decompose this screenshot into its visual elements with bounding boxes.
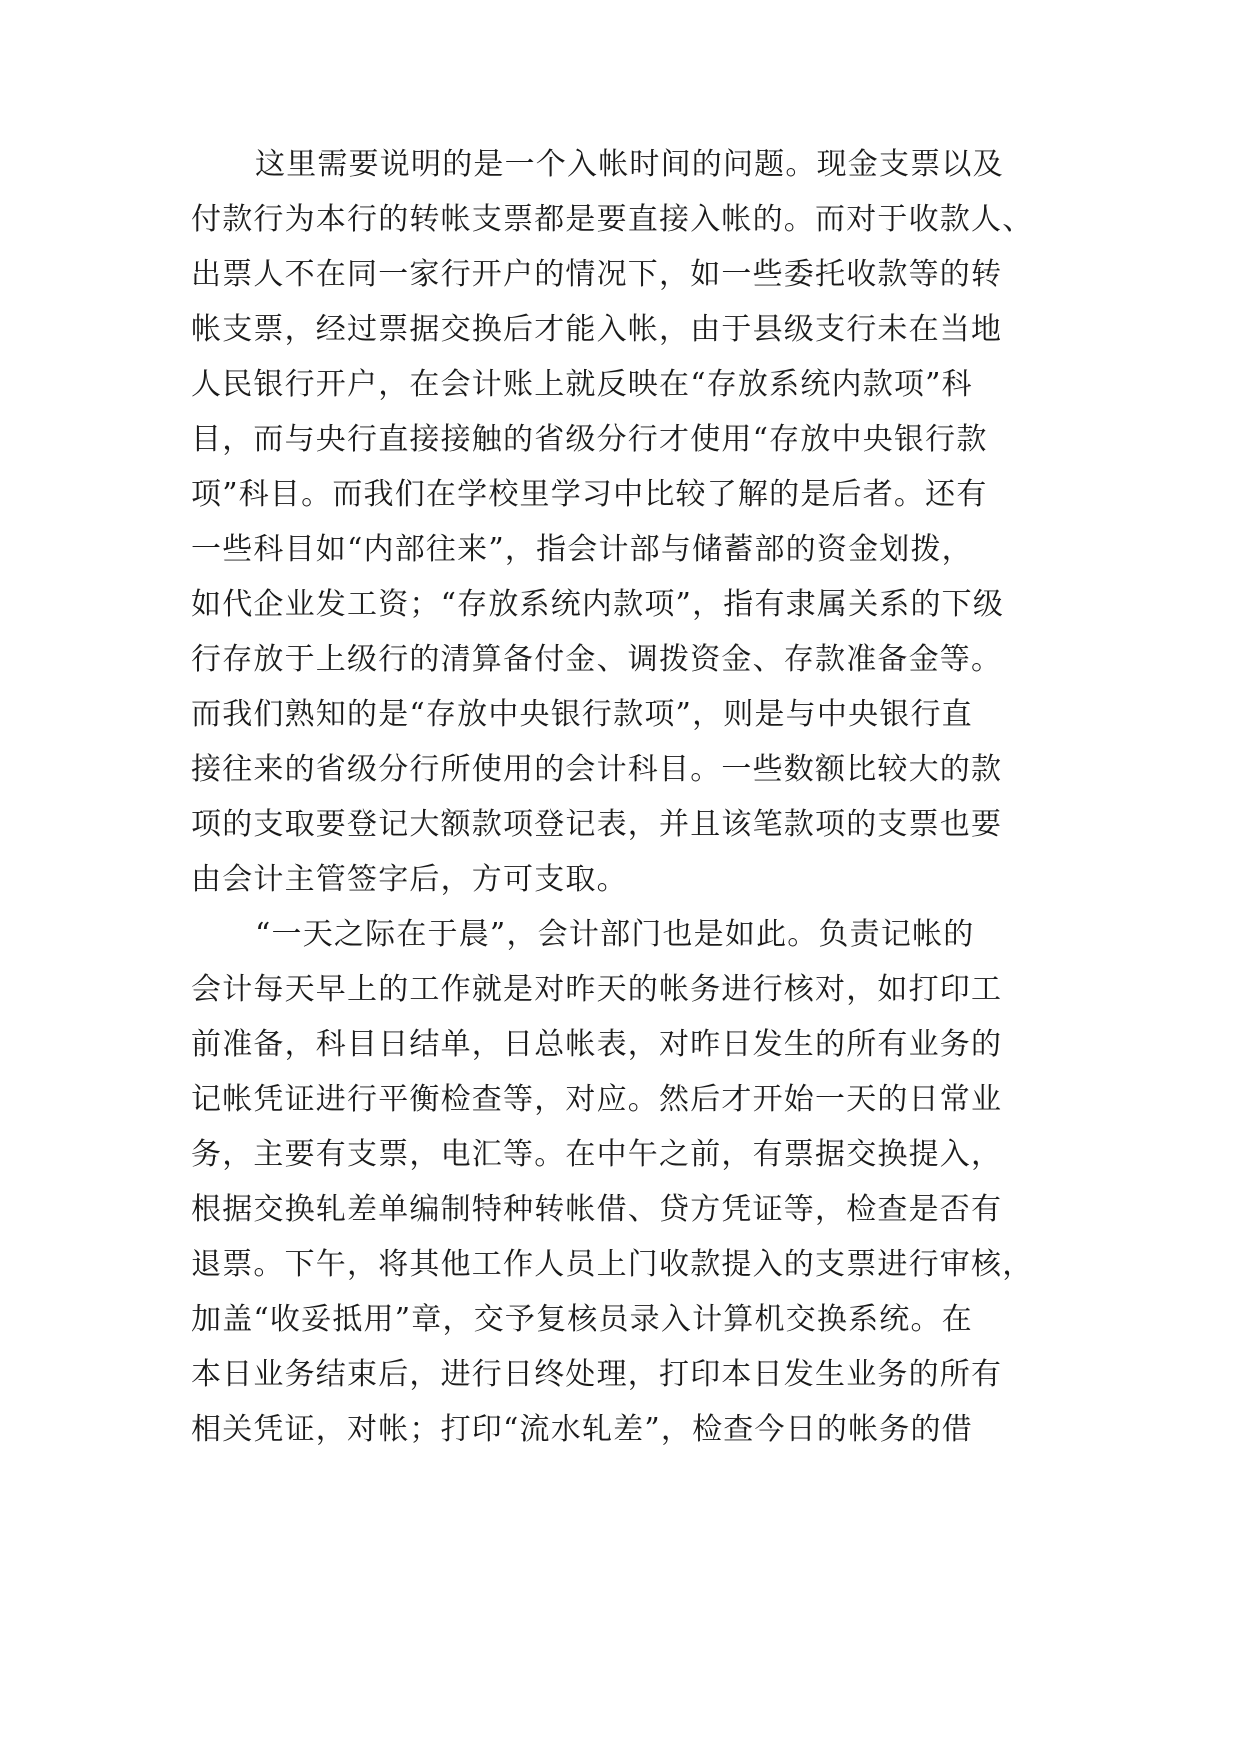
- text-line: 行存放于上级行的清算备付金、调拨资金、存款准备金等。: [191, 642, 1003, 677]
- text-line: 接往来的省级分行所使用的会计科目。一些数额比较大的款: [191, 752, 1003, 787]
- text-line: 退票。下午，将其他工作人员上门收款提入的支票进行审核，: [191, 1247, 1034, 1282]
- text-line: 而我们熟知的是“存放中央银行款项”，则是与中央银行直: [191, 697, 973, 732]
- text-line: 项”科目。而我们在学校里学习中比较了解的是后者。还有: [191, 477, 988, 512]
- text-line: 根据交换轧差单编制特种转帐借、贷方凭证等，检查是否有: [191, 1192, 1003, 1227]
- text-line: 出票人不在同一家行开户的情况下，如一些委托收款等的转: [191, 257, 1003, 292]
- text-line: 这里需要说明的是一个入帐时间的问题。现金支票以及: [255, 147, 1004, 182]
- text-line: 人民银行开户，在会计账上就反映在“存放系统内款项”科: [191, 367, 973, 402]
- text-line: 前准备，科目日结单，日总帐表，对昨日发生的所有业务的: [191, 1027, 1003, 1062]
- text-line: 记帐凭证进行平衡检查等，对应。然后才开始一天的日常业: [191, 1082, 1003, 1117]
- text-line: 由会计主管签字后，方可支取。: [191, 862, 628, 897]
- text-line: 务，主要有支票，电汇等。在中午之前，有票据交换提入，: [191, 1137, 1003, 1172]
- text-line: 付款行为本行的转帐支票都是要直接入帐的。而对于收款人、: [191, 202, 1034, 237]
- text-line: 项的支取要登记大额款项登记表，并且该笔款项的支票也要: [191, 807, 1003, 842]
- text-line: 目，而与央行直接接触的省级分行才使用“存放中央银行款: [191, 422, 988, 457]
- text-line: 加盖“收妥抵用”章，交予复核员录入计算机交换系统。在: [191, 1302, 973, 1337]
- text-line: 会计每天早上的工作就是对昨天的帐务进行核对，如打印工: [191, 972, 1003, 1007]
- text-line: 本日业务结束后，进行日终处理，打印本日发生业务的所有: [191, 1357, 1003, 1392]
- text-line: 一些科目如“内部往来”，指会计部与储蓄部的资金划拨，: [191, 532, 973, 567]
- text-line: 如代企业发工资；“存放系统内款项”，指有隶属关系的下级: [191, 587, 1005, 622]
- text-line: “一天之际在于晨”，会计部门也是如此。负责记帐的: [255, 917, 975, 952]
- text-line: 帐支票，经过票据交换后才能入帐，由于县级支行未在当地: [191, 312, 1003, 347]
- text-line: 相关凭证，对帐；打印“流水轧差”，检查今日的帐务的借: [191, 1412, 973, 1447]
